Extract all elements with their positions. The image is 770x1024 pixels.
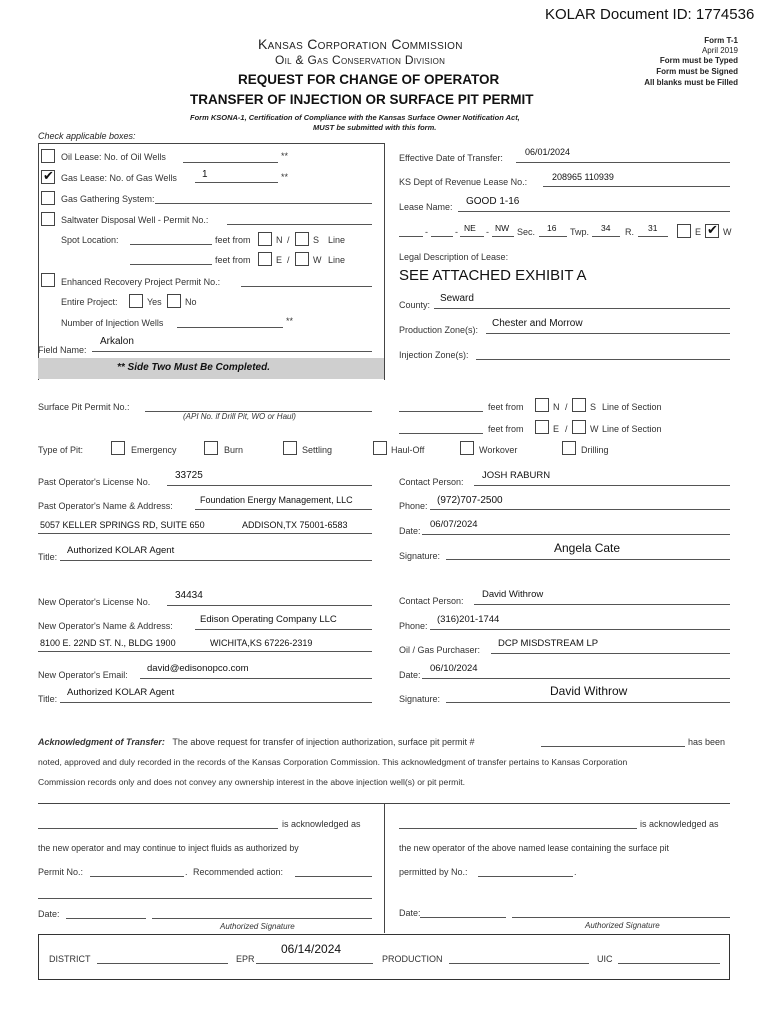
ack-has-been: has been [688,737,726,747]
form-date: April 2019 [701,46,738,55]
past-name-field[interactable] [195,509,372,510]
main-box-divider [384,143,385,380]
ack-left-is-ack: is acknowledged as [282,819,361,829]
quarter-2-field[interactable] [431,236,453,237]
range-w-checkbox[interactable] [705,224,719,238]
pit-feet-ns-field[interactable] [399,411,483,412]
twp-value: 34 [601,223,611,233]
ks-dept-value: 208965 110939 [552,172,614,182]
pit-line-section-2: Line of Section [602,424,662,434]
range-label: R. [625,227,634,237]
spot-feet-ns-field[interactable] [130,244,212,245]
side-two-text: ** Side Two Must Be Completed. [117,362,270,373]
past-address-value: 5057 KELLER SPRINGS RD, SUITE 650 [40,520,205,530]
spot-slash-1: / [287,235,290,245]
field-name-value: Arkalon [100,336,134,347]
ack-right-date-label: Date: [399,908,421,918]
ack-right-operator-field[interactable] [399,828,637,829]
pit-type-settling-label: Settling [302,445,333,455]
effective-date-label: Effective Date of Transfer: [399,153,503,163]
pit-type-emergency-label: Emergency [131,445,177,455]
new-contact-label: Contact Person: [399,596,464,606]
org-name: Kansas Corporation Commission [258,36,463,52]
enhanced-recovery-label: Enhanced Recovery Project Permit No.: [61,277,221,287]
sec-label: Sec. [517,227,536,237]
pit-w-label: W [590,424,599,434]
past-contact-field[interactable] [474,485,730,486]
spot-location-label: Spot Location: [61,235,119,245]
ack-permitted-by-label: permitted by No.: [399,867,468,877]
ack-box-divider [384,803,385,933]
pit-feet-from-ns: feet from [488,402,524,412]
new-address-field[interactable] [38,651,372,652]
past-name-value: Foundation Energy Management, LLC [200,495,353,505]
ack-right-auth-sig: Authorized Signature [585,921,660,930]
past-license-label: Past Operator's License No. [38,477,151,487]
ack-left-date-label: Date: [38,909,60,919]
spot-e-checkbox[interactable] [258,252,272,266]
swd-checkbox[interactable] [41,212,55,226]
range-field[interactable] [638,236,668,237]
ack-left-signature-field[interactable] [152,918,372,919]
past-phone-field[interactable] [430,509,730,510]
gas-wells-value: 1 [202,169,208,180]
spot-line-1: Line [328,235,346,245]
pit-feet-from-ew: feet from [488,424,524,434]
ack-right-signature-field[interactable] [512,917,730,918]
past-signature-value: Angela Cate [554,541,621,555]
ks-dept-field[interactable] [543,186,730,187]
injection-wells-field[interactable] [177,327,283,328]
gas-wells-field[interactable] [195,182,278,183]
oil-wells-field[interactable] [183,162,278,163]
new-email-value: david@edisonopco.com [147,663,249,674]
twp-label: Twp. [570,227,590,237]
entire-yes-checkbox[interactable] [129,294,143,308]
form-note-filled: All blanks must be Filled [644,78,738,87]
new-phone-label: Phone: [399,621,428,631]
pit-n-checkbox[interactable] [535,398,549,412]
enhanced-recovery-checkbox[interactable] [41,273,55,287]
form-title-1: REQUEST FOR CHANGE OF OPERATOR [238,72,500,87]
new-license-label: New Operator's License No. [38,597,151,607]
spot-n-label: N [276,235,283,245]
range-value: 31 [648,223,658,233]
pit-type-workover-label: Workover [479,445,518,455]
pit-slash-2: / [565,424,568,434]
new-contact-value: David Withrow [482,589,544,600]
gas-gathering-field[interactable] [155,203,372,204]
ack-right-date-field[interactable] [420,917,506,918]
legal-description-value: SEE ATTACHED EXHIBIT A [399,267,587,284]
ack-permit-field[interactable] [541,746,685,747]
lease-name-value: GOOD 1-16 [466,196,520,207]
sec-field[interactable] [539,236,567,237]
entire-no-checkbox[interactable] [167,294,181,308]
footer-epr-label: EPR [236,954,255,964]
county-field[interactable] [434,308,730,309]
new-name-value: Edison Operating Company LLC [200,614,337,625]
footer-production-field[interactable] [449,963,589,964]
footer-district-field[interactable] [97,963,228,964]
past-title-field[interactable] [60,560,372,561]
past-name-label: Past Operator's Name & Address: [38,501,173,511]
quarter-dash-1: - [425,227,428,237]
ksona-note-2: MUST be submitted with this form. [313,123,437,132]
new-signature-field[interactable] [446,702,730,703]
footer-uic-field[interactable] [618,963,720,964]
production-zone-value: Chester and Morrow [492,318,583,329]
production-zone-label: Production Zone(s): [399,325,479,335]
effective-date-value: 06/01/2024 [525,147,571,157]
spot-s-checkbox[interactable] [295,232,309,246]
ack-right-text: the new operator of the above named lease containing the surface pit [399,843,669,853]
range-e-label: E [695,227,702,237]
ksona-note-1: Form KSONA-1, Certification of Compliance with the Kansas Surface Owner Notification Act, [190,113,520,122]
past-title-value: Authorized KOLAR Agent [67,545,175,556]
spot-w-label: W [313,255,322,265]
footer-uic-label: UIC [597,954,613,964]
past-license-field[interactable] [167,485,372,486]
spot-w-checkbox[interactable] [295,252,309,266]
field-name-label: Field Name: [38,345,87,355]
pit-feet-ew-field[interactable] [399,433,483,434]
gas-lease-checkmark-icon: ✔ [43,168,54,183]
spot-feet-from-ns: feet from [215,235,251,245]
form-title-2: TRANSFER OF INJECTION OR SURFACE PIT PERMIT [190,92,534,107]
ack-line-3: Commission records only and does not convey any ownership interest in the above injection well(s) or pit permit. [38,777,466,787]
pit-type-burn-label: Burn [224,445,244,455]
county-value: Seward [440,293,474,304]
gas-gathering-label: Gas Gathering System: [61,194,155,204]
surface-pit-label: Surface Pit Permit No.: [38,402,130,412]
purchaser-value: DCP MISDSTREAM LP [498,638,599,649]
pit-type-emergency-checkbox[interactable] [111,441,125,455]
new-city-value: WICHITA,KS 67226-2319 [210,638,313,648]
new-contact-field[interactable] [474,604,730,605]
quarter-4-field[interactable] [492,236,514,237]
range-e-checkbox[interactable] [677,224,691,238]
ack-line-1 [38,737,475,747]
entire-yes-label: Yes [147,297,162,307]
past-phone-label: Phone: [399,501,428,511]
new-email-label: New Operator's Email: [38,670,128,680]
oil-lease-label: Oil Lease: No. of Oil Wells [61,152,166,162]
ack-permitted-period: . [574,867,577,877]
pit-type-burn-checkbox[interactable] [204,441,218,455]
ack-permit-period: . [185,867,188,877]
pit-line-section-1: Line of Section [602,402,662,412]
quarter-dash-2: - [455,227,458,237]
new-signature-value: David Withrow [550,684,628,698]
spot-feet-ew-field[interactable] [130,264,212,265]
new-address-value: 8100 E. 22ND ST. N., BLDG 1900 [40,638,176,648]
gas-gathering-checkbox[interactable] [41,191,55,205]
ack-recommended-field[interactable] [295,876,372,877]
quarter-3-value: NE [464,223,476,233]
purchaser-label: Oil / Gas Purchaser: [399,645,481,655]
document-id: KOLAR Document ID: 1774536 [545,6,755,23]
ack-recommended-label: Recommended action: [193,867,284,877]
spot-slash-2: / [287,255,290,265]
past-city-value: ADDISON,TX 75001-6583 [242,520,348,530]
ack-left-text: the new operator and may continue to inject fluids as authorized by [38,843,299,853]
ack-left-auth-sig: Authorized Signature [220,922,295,931]
pit-type-settling-checkbox[interactable] [283,441,297,455]
ks-dept-label: KS Dept of Revenue Lease No.: [399,177,528,187]
new-title-field[interactable] [60,702,372,703]
gas-wells-stars: ** [281,172,289,182]
footer-epr-field[interactable] [256,963,373,964]
oil-wells-stars: ** [281,151,289,161]
pit-type-drilling-checkbox[interactable] [562,441,576,455]
lease-name-label: Lease Name: [399,202,453,212]
pit-s-label: S [590,402,597,412]
footer-epr-value: 06/14/2024 [281,942,342,956]
entire-no-label: No [185,297,197,307]
quarter-dash-3: - [486,227,489,237]
past-signature-label: Signature: [399,551,441,561]
footer-district-label: DISTRICT [49,954,91,964]
ack-left-date-field[interactable] [66,918,146,919]
quarter-1-field[interactable] [399,236,423,237]
spot-feet-from-ew: feet from [215,255,251,265]
new-signature-label: Signature: [399,694,441,704]
ack-heading: Acknowledgment of Transfer: [38,737,165,747]
pit-w-checkbox[interactable] [572,420,586,434]
production-zone-field[interactable] [486,333,730,334]
ack-recommended-field-2[interactable] [38,898,372,899]
pit-s-checkbox[interactable] [572,398,586,412]
pit-e-label: E [553,424,560,434]
injection-wells-stars: ** [286,316,294,326]
pit-e-checkbox[interactable] [535,420,549,434]
past-signature-field[interactable] [446,559,730,560]
pit-type-workover-checkbox[interactable] [460,441,474,455]
past-license-value: 33725 [175,470,203,481]
legal-description-label: Legal Description of Lease: [399,252,509,262]
gas-lease-checkbox[interactable] [41,170,55,184]
range-w-label: W [723,227,732,237]
swd-label: Saltwater Disposal Well - Permit No.: [61,215,209,225]
quarter-3-field[interactable] [460,236,484,237]
spot-n-checkbox[interactable] [258,232,272,246]
lease-name-field[interactable] [458,211,730,212]
new-date-label: Date: [399,670,421,680]
pit-type-hauloff-checkbox[interactable] [373,441,387,455]
form-number: Form T-1 [704,36,738,45]
form-note-typed: Form must be Typed [659,56,738,65]
ack-line-1-text: The above request for transfer of injection authorization, surface pit permit # [172,737,475,747]
ack-permitted-by-field[interactable] [478,876,573,877]
division-name: Oil & Gas Conservation Division [275,53,446,67]
footer-production-label: PRODUCTION [382,954,443,964]
check-boxes-label: Check applicable boxes: [38,131,136,141]
ack-permit-no-label: Permit No.: [38,867,84,877]
new-email-field[interactable] [140,678,372,679]
pit-type-drilling-label: Drilling [581,445,609,455]
new-phone-value: (316)201-1744 [437,614,500,625]
field-name-field[interactable] [92,351,372,352]
range-w-checkmark-icon: ✔ [707,222,718,237]
spot-s-label: S [313,235,320,245]
main-box-top [38,143,384,144]
ack-right-is-ack: is acknowledged as [640,819,719,829]
ack-permit-no-field[interactable] [90,876,184,877]
past-date-value: 06/07/2024 [430,519,478,530]
new-phone-field[interactable] [430,629,730,630]
enhanced-permit-field[interactable] [241,286,372,287]
county-label: County: [399,300,431,310]
spot-line-2: Line [328,255,346,265]
pit-type-label: Type of Pit: [38,445,84,455]
sec-value: 16 [547,223,557,233]
past-address-field[interactable] [38,533,372,534]
new-date-value: 06/10/2024 [430,663,478,674]
new-name-field[interactable] [195,629,372,630]
past-date-field[interactable] [422,534,730,535]
new-license-field[interactable] [167,605,372,606]
twp-field[interactable] [592,236,620,237]
injection-wells-label: Number of Injection Wells [61,318,164,328]
purchaser-field[interactable] [491,653,730,654]
past-contact-label: Contact Person: [399,477,464,487]
injection-zone-field[interactable] [476,359,730,360]
form-note-signed: Form must be Signed [656,67,738,76]
gas-lease-label: Gas Lease: No. of Gas Wells [61,173,177,183]
past-date-label: Date: [399,526,421,536]
ack-left-operator-field[interactable] [38,828,278,829]
new-name-label: New Operator's Name & Address: [38,621,173,631]
past-phone-value: (972)707-2500 [437,495,503,506]
side-two-banner [38,358,384,379]
new-title-value: Authorized KOLAR Agent [67,687,175,698]
swd-permit-field[interactable] [227,224,372,225]
injection-zone-label: Injection Zone(s): [399,350,469,360]
pit-slash-1: / [565,402,568,412]
oil-lease-checkbox[interactable] [41,149,55,163]
ack-line-2: noted, approved and duly recorded in the records of the Kansas Corporation Commission. This acknowledgment of transfer pertains to Kansas Corporation [38,757,628,767]
api-note: (API No. if Drill Pit, WO or Haul) [183,412,296,421]
past-title-label: Title: [38,552,58,562]
entire-project-label: Entire Project: [61,297,118,307]
pit-n-label: N [553,402,560,412]
new-date-field[interactable] [422,678,730,679]
new-title-label: Title: [38,694,58,704]
pit-type-hauloff-label: Haul-Off [391,445,425,455]
spot-e-label: E [276,255,283,265]
quarter-4-value: NW [495,223,510,233]
effective-date-field[interactable] [516,162,730,163]
past-contact-value: JOSH RABURN [482,470,551,481]
new-license-value: 34434 [175,590,203,601]
